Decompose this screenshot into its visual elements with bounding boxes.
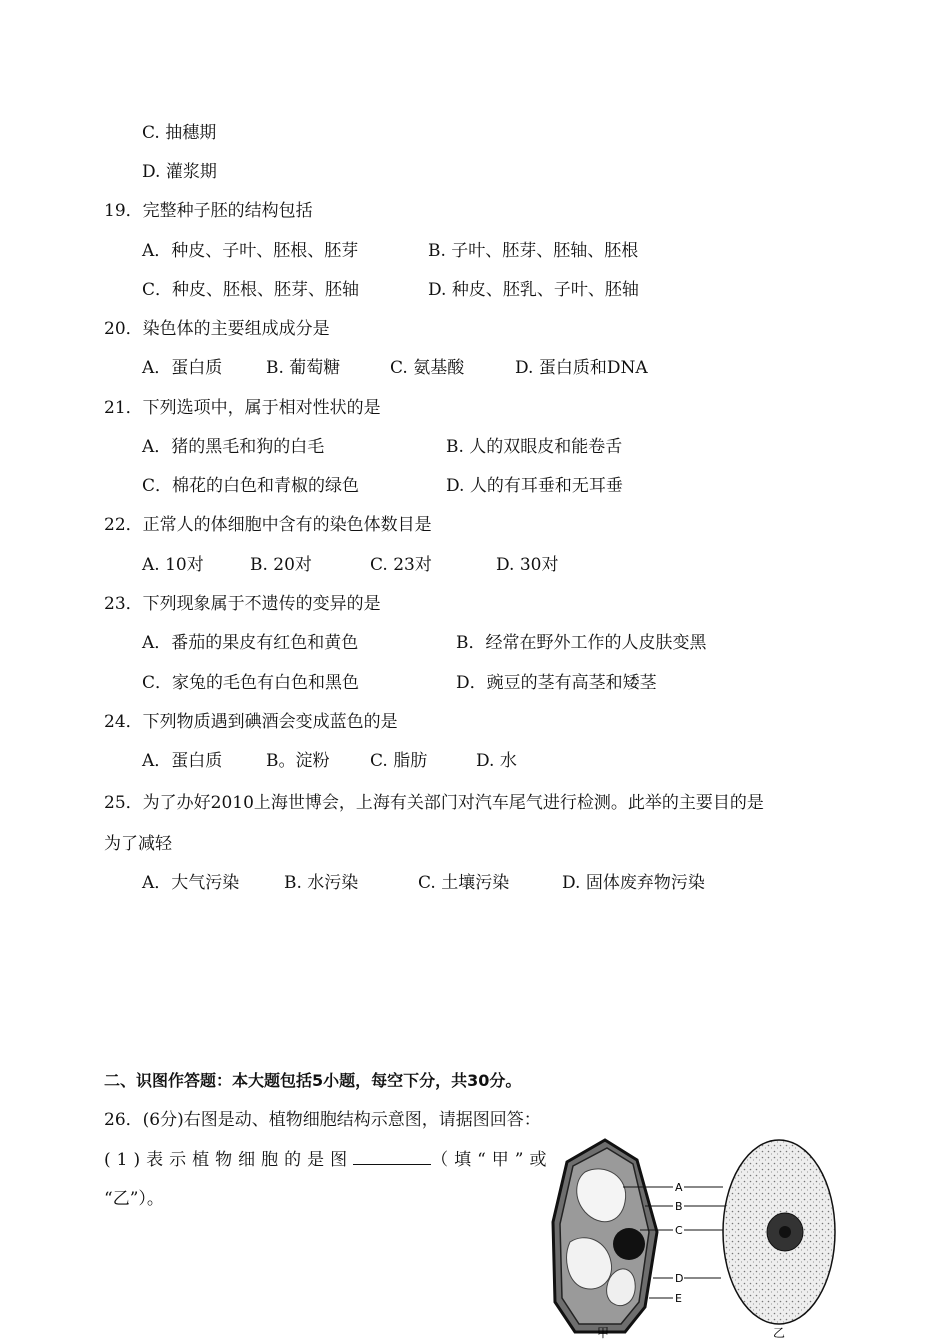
plant-nucleus: [613, 1228, 645, 1260]
q21-option-c: C．棉花的白色和青椒的绿色: [142, 476, 360, 496]
q26-sub1-text-cont: （填“甲”或: [431, 1150, 553, 1170]
q24-option-c: C. 脂肪: [370, 751, 428, 771]
q19-option-d: D. 种皮、胚乳、子叶、胚轴: [428, 280, 639, 300]
q18-option-d: D. 灌浆期: [142, 162, 217, 182]
q22-stem: 22．正常人的体细胞中含有的染色体数目是: [104, 515, 432, 535]
q25-option-a: A．大气污染: [142, 873, 240, 893]
plant-cell-diagram: [553, 1140, 673, 1332]
q22-option-c: C. 23对: [370, 555, 432, 575]
q19-option-a: A．种皮、子叶、胚根、胚芽: [142, 241, 359, 261]
q23-option-b: B．经常在野外工作的人皮肤变黑: [456, 633, 707, 653]
q20-option-d: D. 蛋白质和DNA: [515, 358, 648, 378]
q26-sub1-line1: [104, 1148, 552, 1171]
caption-plant-cell: 甲: [597, 1326, 610, 1340]
label-b: B: [675, 1200, 683, 1213]
q20-option-b: B. 葡萄糖: [266, 358, 341, 378]
animal-cell-diagram: [723, 1140, 835, 1324]
q21-stem: 21．下列选项中，属于相对性状的是: [104, 398, 381, 418]
q19-stem: 19．完整种子胚的结构包括: [104, 201, 313, 221]
q26-stem: 26．(6分)右图是动、植物细胞结构示意图，请据图回答：: [104, 1110, 541, 1130]
q24-option-d: D. 水: [476, 751, 517, 771]
q23-stem: 23．下列现象属于不遗传的变异的是: [104, 594, 381, 614]
label-e: E: [675, 1292, 682, 1305]
q18-option-c: C. 抽穗期: [142, 123, 217, 143]
q25-option-d: D. 固体废弃物污染: [562, 873, 705, 893]
q21-option-d: D. 人的有耳垂和无耳垂: [446, 476, 623, 496]
q25-option-b: B. 水污染: [284, 873, 359, 893]
q19-option-c: C．种皮、胚根、胚芽、胚轴: [142, 280, 360, 300]
q20-stem: 20．染色体的主要组成成分是: [104, 319, 330, 339]
cell-structure-figure: [545, 1132, 845, 1342]
q23-option-a: A．番茄的果皮有红色和黄色: [142, 633, 359, 653]
q25-stem-line1: 25．为了办好2010上海世博会，上海有关部门对汽车尾气进行检测。此举的主要目的是: [104, 793, 764, 813]
section-2-heading: 二、识图作答题：本大题包括5小题，每空下分，共30分。: [104, 1071, 522, 1090]
q24-option-a: A．蛋白质: [142, 751, 223, 771]
q26-sub1-line2: “乙”）。: [104, 1189, 164, 1209]
q24-stem: 24．下列物质遇到碘酒会变成蓝色的是: [104, 712, 398, 732]
q24-option-b: B。淀粉: [266, 751, 330, 771]
q23-option-d: D．豌豆的茎有高茎和矮茎: [456, 673, 657, 693]
q26-sub1-text: (1)表示植物细胞的是图: [104, 1150, 354, 1170]
q22-option-d: D. 30对: [496, 555, 559, 575]
q25-option-c: C. 土壤污染: [418, 873, 510, 893]
q20-option-c: C. 氨基酸: [390, 358, 465, 378]
label-a: A: [675, 1181, 683, 1194]
q26-sub1-answer-blank[interactable]: [353, 1148, 431, 1165]
q21-option-b: B. 人的双眼皮和能卷舌: [446, 437, 623, 457]
q21-option-a: A．猪的黑毛和狗的白毛: [142, 437, 325, 457]
q22-option-a: A. 10对: [142, 555, 204, 575]
caption-animal-cell: 乙: [773, 1326, 786, 1340]
q23-option-c: C．家兔的毛色有白色和黑色: [142, 673, 360, 693]
label-d: D: [675, 1272, 684, 1285]
q25-stem-line2: 为了减轻: [104, 834, 172, 854]
q22-option-b: B. 20对: [250, 555, 312, 575]
q20-option-a: A．蛋白质: [142, 358, 223, 378]
q19-option-b: B. 子叶、胚芽、胚轴、胚根: [428, 241, 639, 261]
label-c: C: [675, 1224, 683, 1237]
